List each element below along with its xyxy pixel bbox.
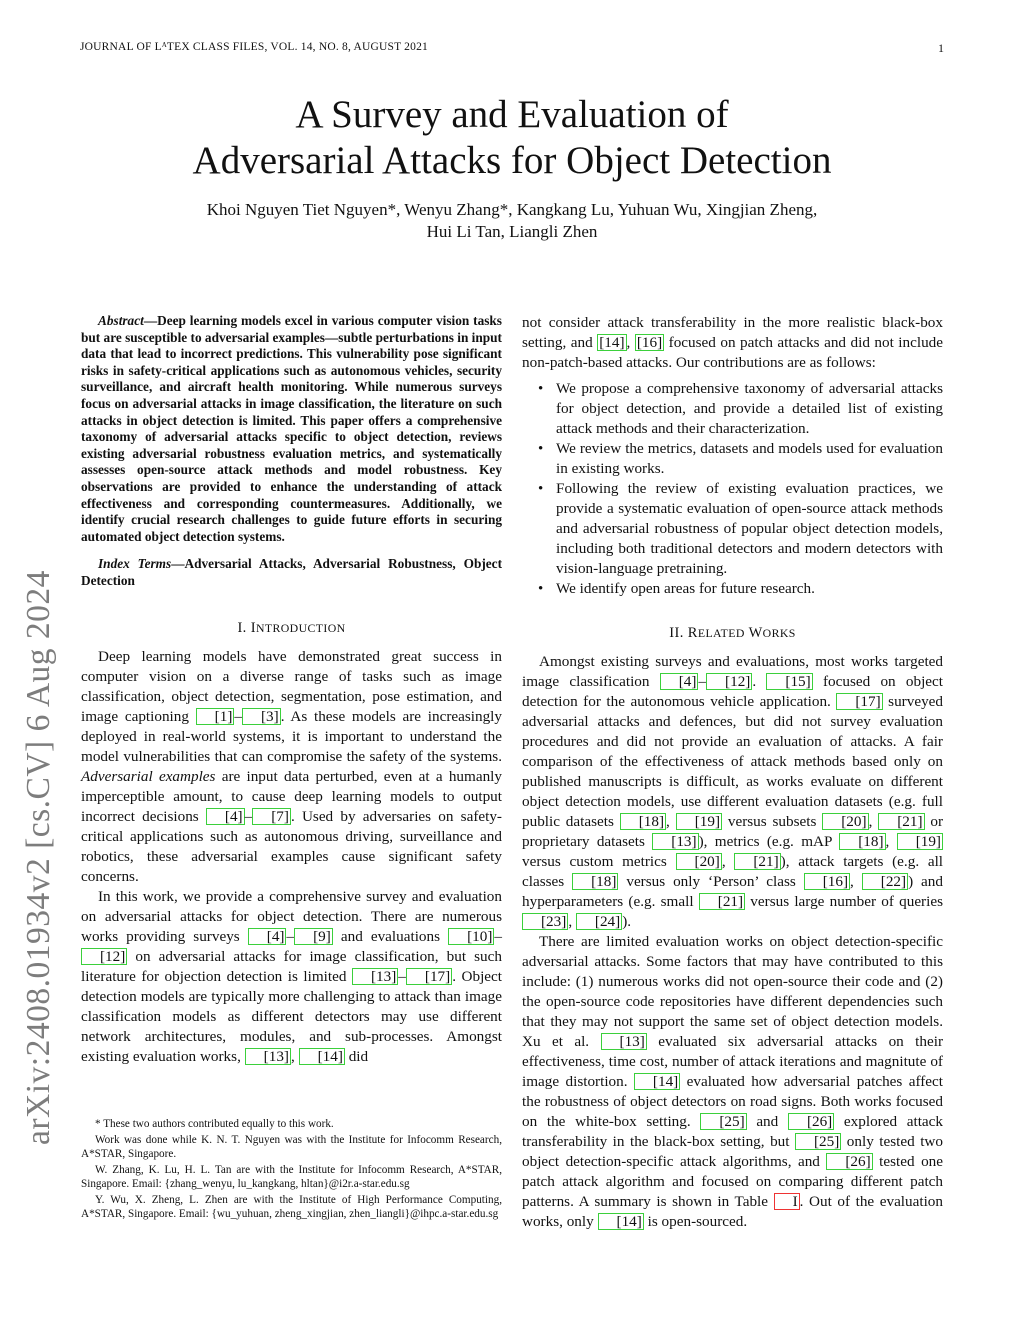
citation-link[interactable]: [16] — [804, 873, 850, 890]
text-run: , — [568, 913, 576, 930]
text-run: or proprietary datasets — [522, 813, 944, 850]
citation-link[interactable]: [14] — [598, 1213, 644, 1230]
citation-link[interactable]: [9] — [294, 928, 333, 945]
text-run: versus only ‘Person’ class — [618, 873, 804, 890]
citation-link[interactable]: [13] — [245, 1048, 291, 1065]
contribution-item: • Following the review of existing evaluation practices, we provide a systematic evaluation of open-source attack methods and adversarial robustness of popular object detection models, including both traditional detectors and modern detectors with vision-language pretraining. — [556, 479, 943, 579]
intro-paragraph-1 — [81, 647, 502, 887]
text-run: . Object detection models are typically more challenging to attack than image classification models as different detectors may use different network architectures, modules, and sub-processes. Amongst existing evaluation works, — [81, 967, 503, 1065]
citation-link[interactable]: [7] — [252, 808, 291, 825]
contribution-item: • We identify open areas for future research. — [556, 579, 943, 599]
contributions-list — [522, 379, 943, 599]
citation-link[interactable]: [25] — [700, 1113, 746, 1130]
heading-smallcaps: ORKS — [762, 626, 796, 640]
text-run: and — [746, 1113, 788, 1130]
citation-link[interactable]: [13] — [352, 968, 398, 985]
citation-link[interactable]: [18] — [839, 833, 885, 850]
text-run: – — [698, 673, 707, 690]
text-run: evaluated six adversarial attacks on their effectiveness, time cost, number of attack iterations and magnitute of image distortion. — [522, 1033, 943, 1090]
citation-link[interactable]: [19] — [676, 813, 722, 830]
citation-link[interactable]: [4] — [660, 673, 699, 690]
text-run: , — [626, 334, 635, 351]
text-run: Deep learning models have demonstrated great success in computer vision on a diverse range of tasks such as image classification, object detection, segmentation, pose estimation, and image captioning — [81, 647, 502, 725]
footnote-affiliation-1: Work was done while K. N. T. Nguyen was with the Institute for Infocomm Research, A*STAR, Singapore. — [81, 1133, 502, 1160]
heading-initial: R — [687, 625, 698, 641]
citation-link[interactable]: [20] — [676, 853, 722, 870]
citation-link[interactable]: [17] — [836, 693, 882, 710]
text-run: ), attack targets (e.g. all classes — [522, 853, 944, 890]
text-run: – — [494, 927, 502, 945]
citation-link[interactable]: [20] — [822, 813, 868, 830]
citation-link[interactable]: [23] — [522, 913, 568, 930]
text-run: tested one patch attack algorithm and focused on comparing different patch patterns. A summary is shown in Table — [522, 1153, 943, 1210]
citation-link[interactable]: [10] — [448, 928, 494, 945]
text-run: focused on patch attacks and did not include non-patch-based attacks. Our contributions are as follows: — [522, 334, 944, 371]
text-run: did — [344, 1047, 369, 1065]
section-heading-introduction — [81, 620, 502, 637]
paper-title — [80, 92, 944, 184]
text-run: only tested two object detection-specific attack algorithms, and — [522, 1133, 943, 1170]
footnote-equal-contribution: * These two authors contributed equally to this work. — [95, 1118, 334, 1130]
running-head: JOURNAL OF LᴬTEX CLASS FILES, VOL. 14, NO. 8, AUGUST 2021 — [80, 41, 428, 53]
citation-link[interactable]: [4] — [248, 928, 287, 945]
text-run: and evaluations — [332, 927, 449, 945]
citation-link[interactable]: [22] — [862, 873, 908, 890]
text-run: surveyed adversarial attacks and defences, but did not survey evaluation procedures and did not provide an evaluation of attacks. A fair comparison of the effectiveness of attack methods based only on published manuscripts is difficult, as works evaluate on different object detection models, use different evaluation datasets (e.g. full public datasets — [522, 693, 944, 830]
text-run: , — [850, 873, 862, 890]
footnote-affiliation-3: Y. Wu, X. Zheng, L. Zhen are with the Institute of High Performance Computing, A*STAR, Singapore. Email: {wu_yuhuan, zheng_xingjian, zhen_liangli}@ihpc.a-star.edu.sg — [81, 1193, 502, 1220]
heading-initial: I — [250, 619, 256, 636]
authors-line-2: Hui Li Tan, Liangli Zhen — [426, 222, 598, 241]
citation-link[interactable]: [13] — [601, 1033, 647, 1050]
citation-link[interactable]: [14] — [299, 1048, 345, 1065]
footnote-affiliation-2: W. Zhang, K. Lu, H. L. Tan are with the Institute for Infocomm Research, A*STAR, Singapore. Email: {zhang_wenyu, lu_kangkang, hltan}@i2r.a-star.edu.sg — [81, 1163, 502, 1190]
index-terms — [81, 556, 502, 589]
citation-link[interactable]: [14] — [634, 1073, 680, 1090]
text-run: There are limited evaluation works on object detection-specific adversarial attacks. Some factors that may have contributed to this include: (1) numerous works did not open-source their code and (2) the open-source code repositories have different dependencies such that they may not support the same set of object detection models. Xu et al. — [522, 933, 943, 1050]
text-run: . As these models are increasingly deployed in real-world systems, it is important to understand the model vulnerabilities that can compromise the safety of the systems. — [81, 707, 502, 765]
right-column — [522, 313, 943, 1232]
citation-link[interactable]: [13] — [652, 833, 698, 850]
text-run: , — [868, 813, 879, 830]
section-heading-related-works — [522, 625, 943, 642]
citation-link[interactable]: [16] — [636, 334, 663, 351]
citation-link[interactable]: [15] — [766, 673, 812, 690]
related-paragraph-1 — [522, 652, 943, 932]
text-run: . Out of the evaluation works, only — [522, 1193, 943, 1230]
text-run: – — [244, 807, 253, 825]
text-run: versus custom metrics — [522, 853, 676, 870]
section-number: I. — [237, 619, 247, 636]
citation-link[interactable]: [14] — [599, 334, 625, 351]
text-run: are input data perturbed, even at a humanly imperceptible amount, to cause deep learning models to output incorrect decisions — [81, 767, 502, 825]
text-run: , — [885, 833, 897, 850]
text-run: – — [286, 927, 295, 945]
citation-link[interactable]: [25] — [795, 1133, 841, 1150]
title-line-2: Adversarial Attacks for Object Detection — [192, 139, 832, 182]
text-run: Amongst existing surveys and evaluations, most works targeted image classification — [522, 653, 943, 690]
related-paragraph-2 — [522, 932, 943, 1232]
text-run: – — [234, 707, 242, 725]
text-run: explored attack transferability in the black-box setting, but — [522, 1113, 943, 1150]
citation-link[interactable]: [12] — [81, 948, 127, 965]
citation-link[interactable]: [12] — [706, 673, 752, 690]
citation-link[interactable]: [26] — [788, 1113, 834, 1130]
citation-link[interactable]: [21] — [734, 853, 780, 870]
text-run: . — [752, 673, 767, 690]
footnotes — [81, 1117, 502, 1222]
text-run: evaluated how adversarial patches affect the robustness of object detectors on road signs. Both works focused on the white-box setting. — [522, 1073, 943, 1130]
text-run: ) and hyperparameters (e.g. small — [522, 873, 943, 910]
citation-link[interactable]: [17] — [406, 968, 452, 985]
citation-link[interactable]: [19] — [897, 833, 943, 850]
citation-link[interactable]: [1] — [196, 708, 235, 725]
citation-link[interactable]: [18] — [572, 873, 618, 890]
abstract-text: —Deep learning models excel in various computer vision tasks but are susceptible to adversarial examples—subtle perturbations in input data that lead to incorrect predictions. This vulnerability pose significant risks in safety-critical applications such as autonomous vehicles, security surveillance, and aircraft health monitoring. While numerous surveys focus on adversarial attacks in image classification, the literature on such attacks in object detection is limited. This paper offers a comprehensive taxonomy of adversarial attacks specific to object detection, reviews existing adversarial robustness evaluation metrics, and systematically assesses open-source attack methods and model robustness. Key observations are provided to enhance the understanding of attack effectiveness and corresponding countermeasures. Additionally, we identify crucial research challenges to guide future efforts in securing automated object detection systems. — [81, 313, 502, 544]
citation-link[interactable]: [3] — [242, 708, 281, 725]
citation-link[interactable]: [21] — [878, 813, 924, 830]
text-run: versus subsets — [722, 813, 823, 830]
table-reference-link[interactable]: I — [774, 1193, 800, 1210]
page-number: 1 — [938, 41, 944, 55]
left-column — [81, 313, 502, 1067]
text-run: versus large number of queries — [745, 893, 943, 910]
intro-paragraph-2 — [81, 887, 502, 1067]
abstract — [81, 313, 502, 545]
index-terms-label: Index Terms — [98, 556, 172, 572]
index-terms-text: —Adversarial Attacks, Adversarial Robustness, Object Detection — [81, 556, 503, 588]
author-list — [80, 199, 944, 243]
citation-link[interactable]: [26] — [826, 1153, 872, 1170]
contribution-item: • We propose a comprehensive taxonomy of adversarial attacks for object detection, and provide a detailed list of existing attack methods and their characterization. — [556, 379, 943, 439]
text-run: ), metrics (e.g. mAP — [698, 833, 840, 850]
text-run: ). — [622, 913, 632, 930]
citation-link[interactable]: [24] — [576, 913, 622, 930]
citation-link[interactable]: [21] — [699, 893, 745, 910]
text-run: is open-sourced. — [643, 1213, 748, 1230]
citation-link[interactable]: [18] — [620, 813, 666, 830]
arxiv-identifier-stamp[interactable]: arXiv:2408.01934v2 [cs.CV] 6 Aug 2024 — [20, 570, 57, 1145]
text-run: on adversarial attacks for image classification, but such literature for objection detection is limited — [81, 947, 502, 985]
title-line-1: A Survey and Evaluation of — [295, 93, 729, 136]
authors-line-1: Khoi Nguyen Tiet Nguyen*, Wenyu Zhang*, Kangkang Lu, Yuhuan Wu, Xingjian Zheng, — [206, 200, 818, 219]
section-number: II. — [669, 625, 684, 641]
text-run: – — [398, 967, 406, 985]
text-run: , — [666, 813, 676, 830]
heading-smallcaps: ELATED — [697, 626, 745, 640]
citation-link[interactable]: [4] — [206, 808, 245, 825]
text-run: , — [290, 1047, 299, 1065]
text-run: . Used by adversaries on safety-critical applications such as autonomous driving, surveillance and robotics, these adversarial examples cause significant safety concerns. — [81, 807, 502, 885]
emphasis-term: Adversarial examples — [81, 767, 216, 785]
heading-initial: W — [748, 625, 763, 641]
abstract-label: Abstract — [98, 313, 144, 328]
text-run: In this work, we provide a comprehensive survey and evaluation on adversarial attacks for object detection. There are numerous works providing surveys — [81, 887, 502, 945]
text-run: focused on object detection for the autonomous vehicle application. — [522, 673, 943, 710]
intro-paragraph-continued — [522, 313, 943, 373]
contribution-item: • We review the metrics, datasets and models used for evaluation in existing works. — [556, 439, 943, 479]
text-run: , — [721, 853, 735, 870]
heading-smallcaps: NTRODUCTION — [255, 620, 346, 635]
text-run: not consider attack transferability in the more realistic black-box setting, and — [522, 314, 943, 351]
